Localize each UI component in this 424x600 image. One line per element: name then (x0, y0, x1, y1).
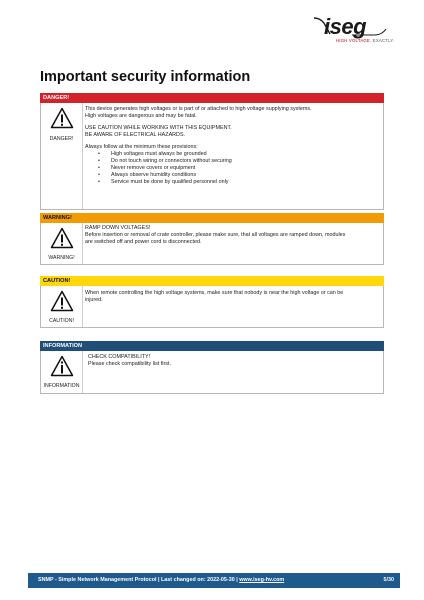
caution-notice (40, 276, 384, 328)
caution-text (85, 290, 343, 304)
warning-icon-label: WARNING! (48, 255, 75, 261)
list-item: • High voltages must always be grounded (85, 151, 312, 158)
danger-notice (40, 93, 384, 210)
warning-triangle-icon (50, 290, 74, 312)
information-body (40, 351, 384, 394)
warning-triangle-icon (50, 107, 74, 129)
caution-body (40, 286, 384, 328)
iseg-logo (312, 14, 398, 48)
logo-tagline (336, 38, 394, 43)
warning-body (40, 223, 384, 265)
danger-header: DANGER! (40, 93, 384, 103)
information-icon-label: INFORMATION (43, 383, 80, 389)
danger-line: This device generates high voltages or is part of or attached to high voltage supplying systems. (85, 106, 312, 112)
page-title: Important security information (40, 69, 251, 85)
footer-text (38, 573, 284, 588)
danger-line: USE CAUTION WHILE WORKING WITH THIS EQUIPMENT. (85, 125, 232, 131)
warning-header: WARNING! (40, 213, 384, 223)
logo-tagline-red: HIGH VOLTAGE. (336, 38, 372, 43)
caution-icon-label: CAUTION! (49, 318, 74, 324)
information-notice (40, 341, 384, 394)
column-divider (82, 351, 83, 393)
caution-line: injured. (85, 297, 103, 303)
danger-body (40, 103, 384, 210)
warning-text (85, 225, 345, 246)
information-text (88, 354, 171, 368)
danger-intro: Always follow at the minimum these provisions: (85, 144, 198, 150)
danger-text (85, 106, 312, 186)
list-item: • Do not touch wiring or connectors without securing (85, 158, 312, 165)
list-item: • Never remove covers or equipment (85, 165, 312, 172)
list-item: • Service must be done by qualified personnel only (85, 179, 312, 186)
information-line: CHECK COMPATIBILITY! (88, 354, 151, 360)
danger-line: BE AWARE OF ELECTRICAL HAZARDS. (85, 132, 186, 138)
information-line: Please check compatibility list first. (88, 361, 171, 367)
caution-header: CAUTION! (40, 276, 384, 286)
logo-wordmark: iseg (324, 14, 367, 39)
warning-line: RAMP DOWN VOLTAGES! (85, 225, 151, 231)
danger-line: High voltages are dangerous and may be fatal. (85, 113, 197, 119)
logo-tagline-grey: EXACTLY. (372, 38, 395, 43)
danger-icon-label: DANGER! (49, 136, 74, 142)
caution-line: When remote controlling the high voltage systems, make sure that nobody is near the high voltage or can be (85, 290, 344, 296)
column-divider (82, 223, 83, 264)
warning-line: Before insertion or removal of crate controller, please make sure, that all voltages are ramped down, modules (85, 232, 346, 238)
list-item: • Always observe humidity conditions (85, 172, 312, 179)
footer-website-link[interactable]: www.iseg-hv.com (239, 577, 285, 583)
info-triangle-icon (50, 355, 74, 377)
column-divider (82, 286, 83, 327)
warning-notice (40, 213, 384, 265)
column-divider (82, 103, 83, 209)
warning-triangle-icon (50, 227, 74, 249)
page-number: 5/30 (383, 577, 394, 583)
provisions-list (85, 151, 312, 186)
footer-doc-info: SNMP - Simple Network Management Protocol | Last changed on: 2022-05-30 | (38, 577, 240, 583)
page-footer (28, 573, 400, 588)
information-header: INFORMATION (40, 341, 384, 351)
warning-line: are switched off and power cord is disconnected. (85, 239, 202, 245)
